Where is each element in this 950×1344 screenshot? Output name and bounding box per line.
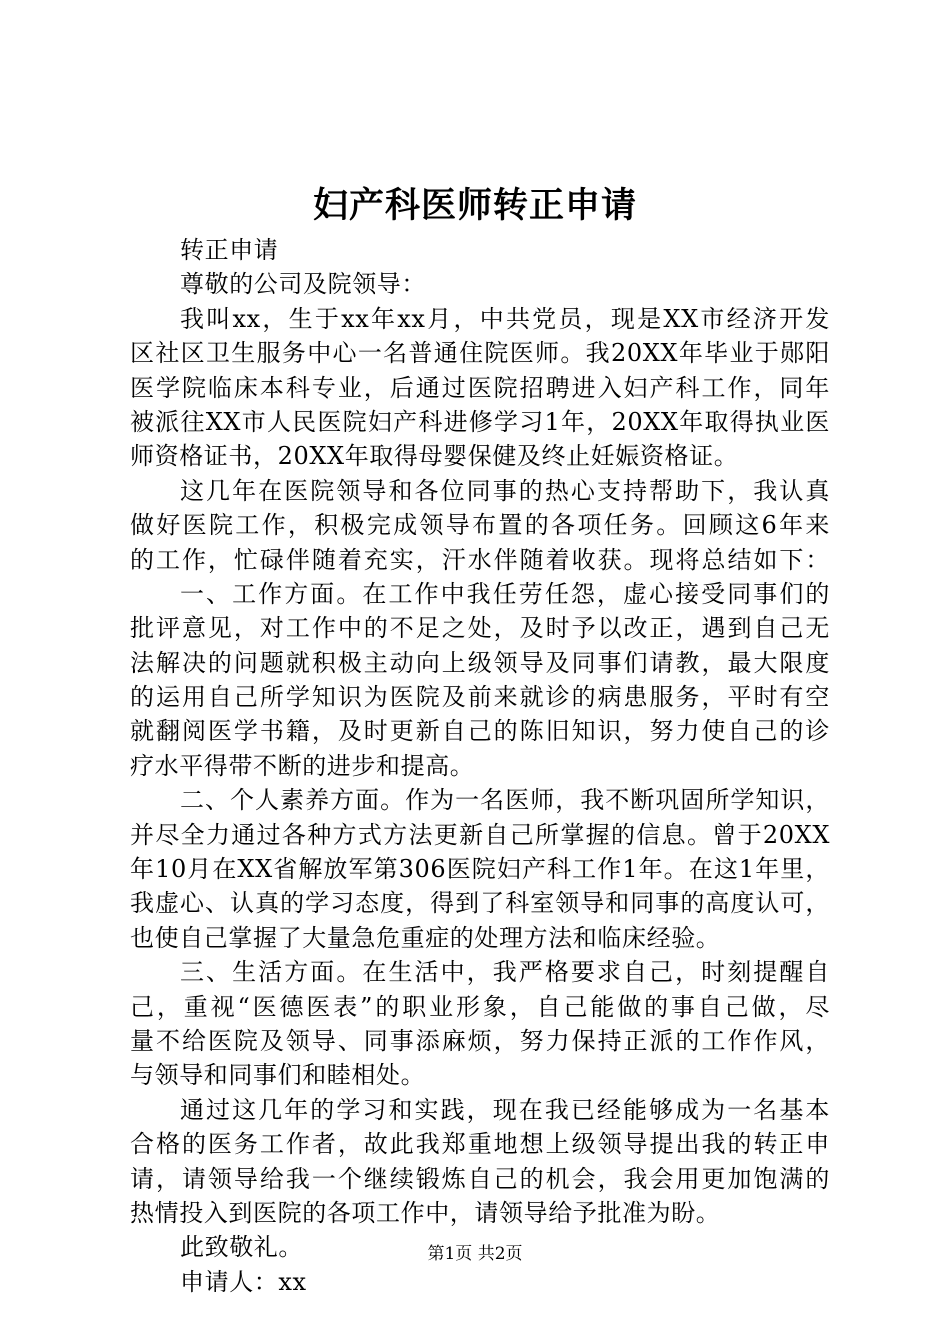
text-line: 并尽全力通过各种方式方法更新自己所掌握的信息。曾于20XX xyxy=(130,820,830,849)
text-line: 就翻阅医学书籍，及时更新自己的陈旧知识，努力使自己的诊 xyxy=(130,717,830,746)
document-body xyxy=(130,233,830,1299)
text-line: 量不给医院及领导、同事添麻烦，努力保持正派的工作作风， xyxy=(130,1026,830,1055)
document-title: 妇产科医师转正申请 xyxy=(312,185,637,226)
text-line: 也使自己掌握了大量急危重症的处理方法和临床经验。 xyxy=(130,923,721,952)
text-line: 通过这几年的学习和实践，现在我已经能够成为一名基本 xyxy=(180,1095,830,1124)
text-line: 做好医院工作，积极完成领导布置的各项任务。回顾这6年来 xyxy=(130,511,830,540)
text-line-salutation-heading: 转正申请 xyxy=(180,236,279,264)
text-line: 医学院临床本科专业，后通过医院招聘进入妇产科工作，同年 xyxy=(130,373,830,402)
text-line: 年10月在XX省解放军第306医院妇产科工作1年。在这1年里， xyxy=(130,855,830,884)
text-line: 二、个人素养方面。作为一名医师，我不断巩固所学知识， xyxy=(180,786,830,815)
text-line-closing: 此致敬礼。 xyxy=(180,1233,303,1262)
text-line-signature: 申请人：xx xyxy=(180,1267,307,1296)
text-line: 与领导和同事们和睦相处。 xyxy=(130,1061,426,1090)
text-line: 合格的医务工作者，故此我郑重地想上级领导提出我的转正申 xyxy=(130,1130,830,1159)
text-line: 热情投入到医院的各项工作中，请领导给予批准为盼。 xyxy=(130,1198,721,1227)
text-line: 的工作，忙碌伴随着充实，汗水伴随着收获。现将总结如下： xyxy=(130,545,830,574)
text-line: 一、工作方面。在工作中我任劳任怨，虚心接受同事们的 xyxy=(180,579,830,608)
text-line: 疗水平得带不断的进步和提高。 xyxy=(130,751,475,780)
text-line: 三、生活方面。在生活中，我严格要求自己，时刻提醒自 xyxy=(180,958,830,987)
page-number-footer: 第1页 共2页 xyxy=(427,1244,523,1264)
text-line: 法解决的问题就积极主动向上级领导及同事们请教，最大限度 xyxy=(130,648,830,677)
text-line: 师资格证书，20XX年取得母婴保健及终止妊娠资格证。 xyxy=(130,442,739,471)
text-line: 的运用自己所学知识为医院及前来就诊的病患服务，平时有空 xyxy=(130,683,830,712)
text-line: 区社区卫生服务中心一名普通住院医师。我20XX年毕业于郧阳 xyxy=(130,339,830,368)
text-line: 己，重视“医德医表”的职业形象，自己能做的事自己做，尽 xyxy=(130,992,830,1021)
text-line: 这几年在医院领导和各位同事的热心支持帮助下，我认真 xyxy=(180,476,830,505)
text-line: 我叫xx，生于xx年xx月，中共党员，现是XX市经济开发 xyxy=(180,304,830,333)
text-line: 请，请领导给我一个继续锻炼自己的机会，我会用更加饱满的 xyxy=(130,1164,830,1193)
text-line: 批评意见，对工作中的不足之处，及时予以改正，遇到自己无 xyxy=(130,614,830,643)
text-line-addressee: 尊敬的公司及院领导： xyxy=(180,270,426,299)
text-line: 我虚心、认真的学习态度，得到了科室领导和同事的高度认可， xyxy=(130,889,830,918)
text-line: 被派往XX市人民医院妇产科进修学习1年，20XX年取得执业医 xyxy=(130,407,830,436)
